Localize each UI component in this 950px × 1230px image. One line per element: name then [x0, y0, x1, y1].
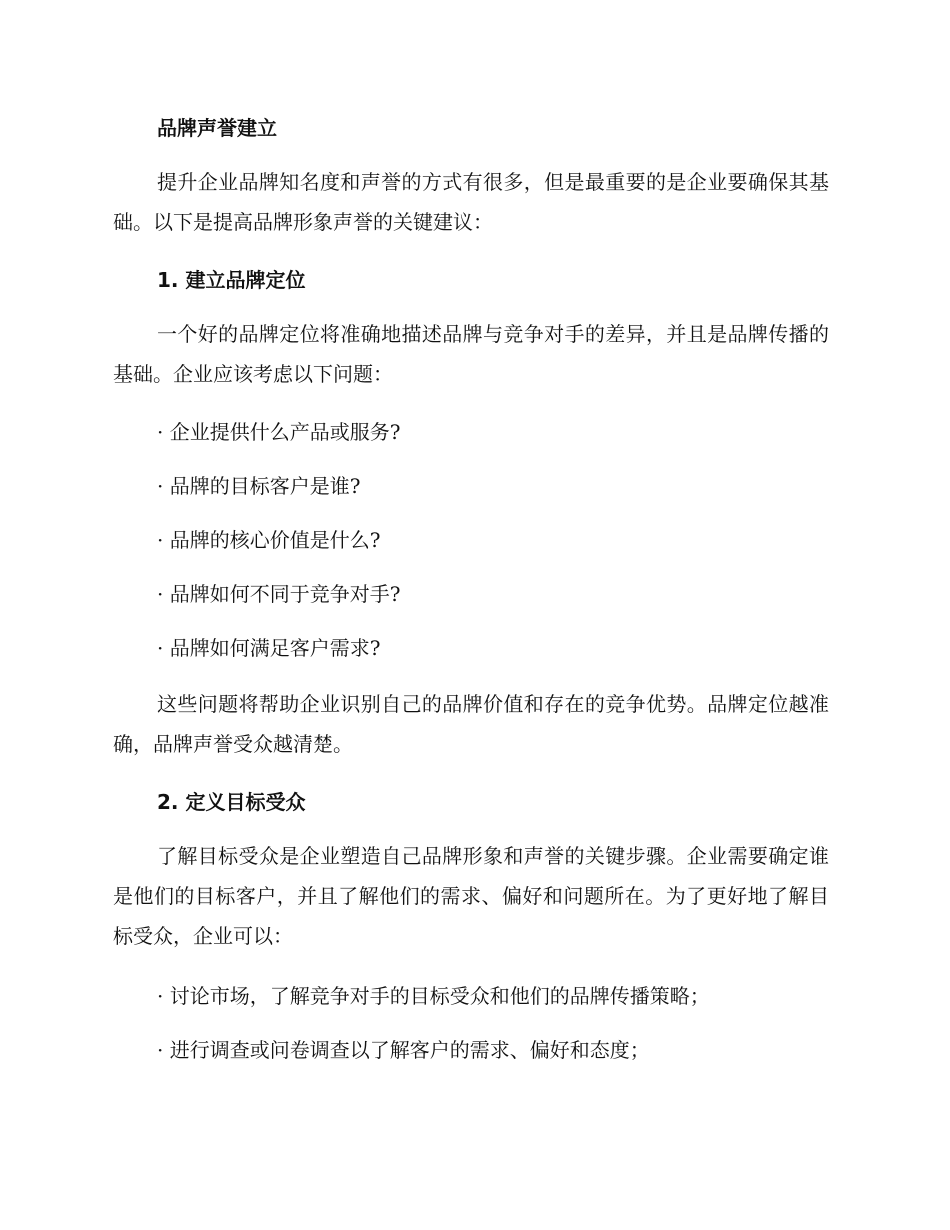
- section1-bullet-3: · 品牌的核心价值是什么?: [157, 528, 381, 552]
- section1-conclusion: 这些问题将帮助企业识别自己的品牌价值和存在的竞争优势。品牌定位越准确，品牌声誉受众越清楚。: [113, 692, 829, 756]
- section1-bullet-2: · 品牌的目标客户是谁?: [157, 474, 361, 498]
- section2-paragraph: 了解目标受众是企业塑造自己品牌形象和声誉的关键步骤。企业需要确定谁是他们的目标客户，并且了解他们的需求、偏好和问题所在。为了更好地了解目标受众，企业可以：: [113, 844, 829, 948]
- section2-bullet-2: · 进行调查或问卷调查以了解客户的需求、偏好和态度；: [157, 1038, 650, 1062]
- intro-paragraph: 提升企业品牌知名度和声誉的方式有很多，但是最重要的是企业要确保其基础。以下是提高品牌形象声誉的关键建议：: [113, 170, 829, 234]
- section2-bullet-1: · 讨论市场，了解竞争对手的目标受众和他们的品牌传播策略；: [157, 984, 710, 1008]
- section1-bullet-1: · 企业提供什么产品或服务?: [157, 420, 401, 444]
- section1-heading: 1. 建立品牌定位: [157, 268, 306, 292]
- document-title: 品牌声誉建立: [157, 116, 277, 140]
- section1-paragraph: 一个好的品牌定位将准确地描述品牌与竞争对手的差异，并且是品牌传播的基础。企业应该考虑以下问题：: [113, 322, 829, 386]
- section1-bullet-5: · 品牌如何满足客户需求?: [157, 636, 381, 660]
- section1-bullet-4: · 品牌如何不同于竞争对手?: [157, 582, 401, 606]
- section2-heading: 2. 定义目标受众: [157, 790, 306, 814]
